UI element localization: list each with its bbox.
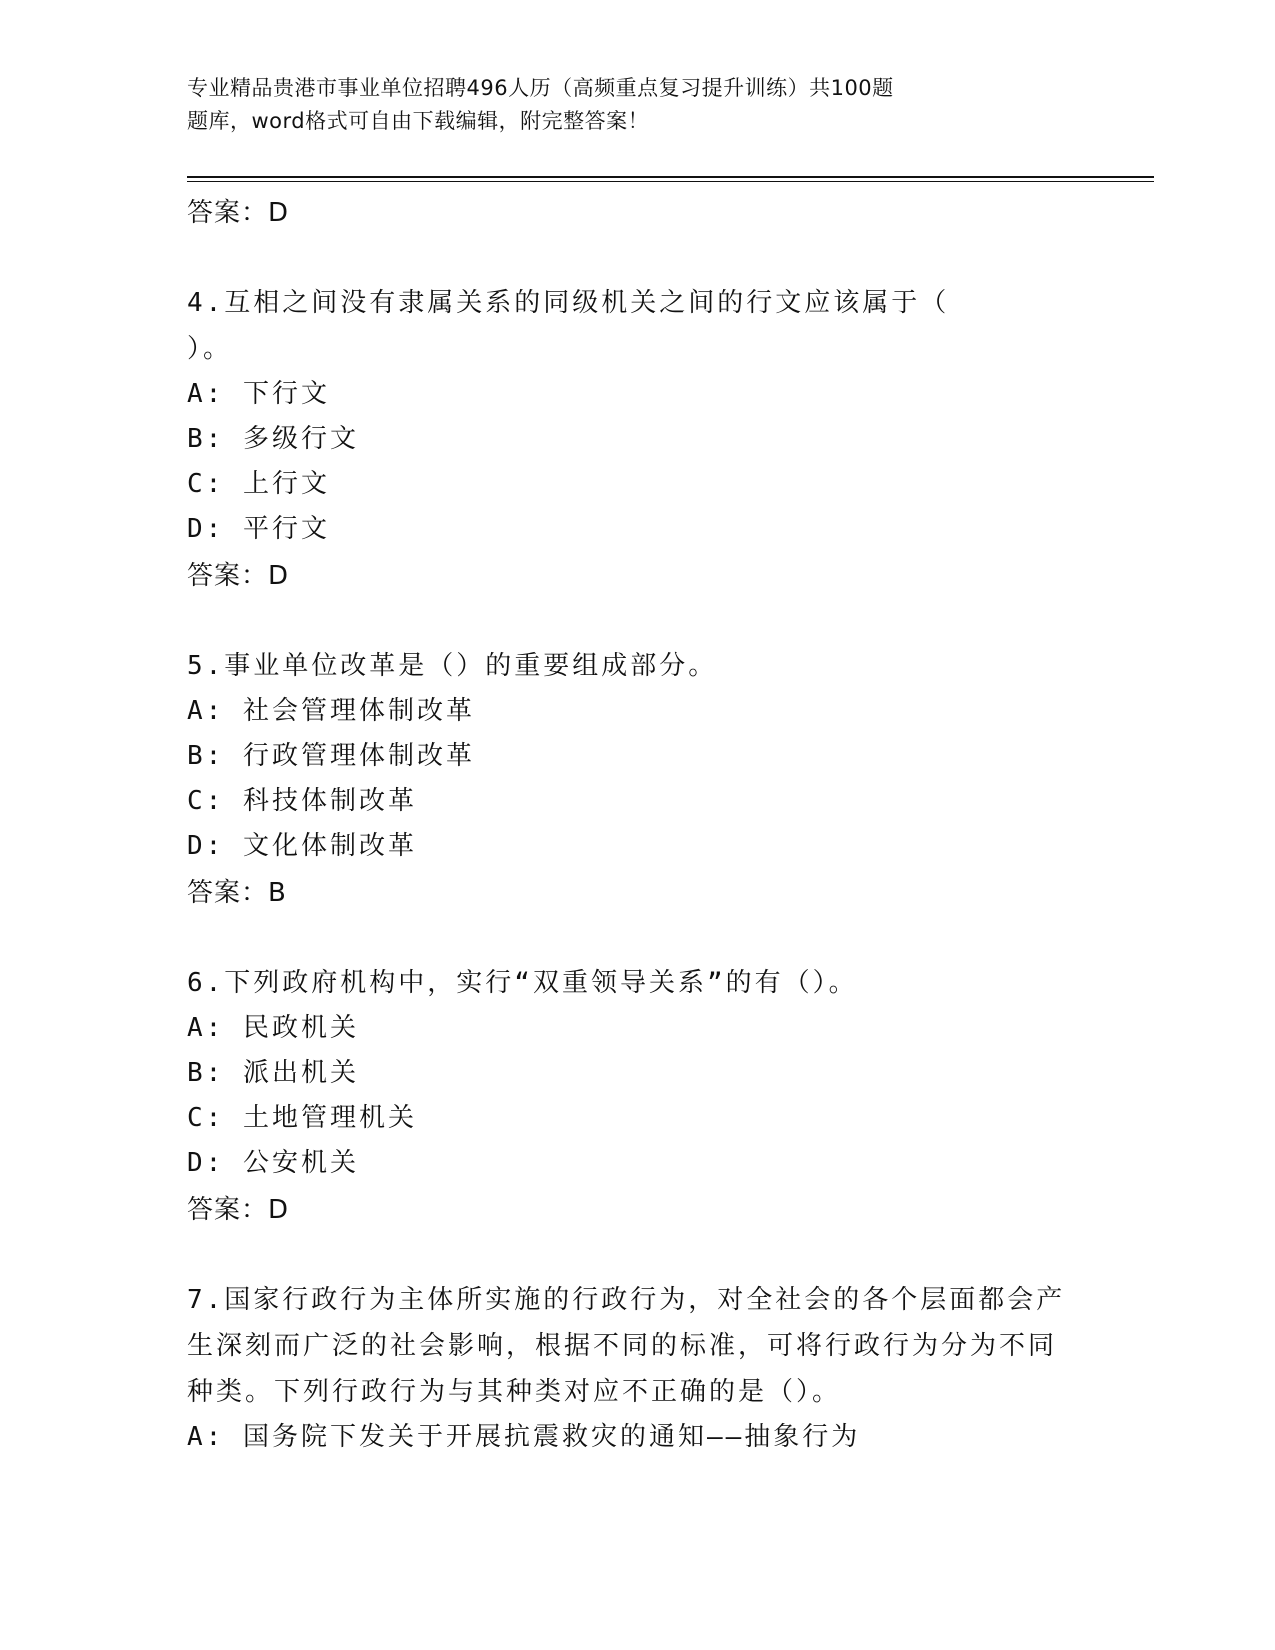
option-a: A: 社会管理体制改革 bbox=[187, 696, 475, 726]
question-5 bbox=[187, 643, 1067, 916]
option-c: C: 科技体制改革 bbox=[187, 786, 417, 816]
answer: 答案：B bbox=[187, 878, 287, 908]
question-7 bbox=[187, 1277, 1067, 1460]
stem-line: 7.国家行政行为主体所实施的行政行为，对全社会的各个层面都会产 bbox=[187, 1285, 1066, 1315]
stem-line: ）。 bbox=[187, 334, 233, 364]
stem-line: 6.下列政府机构中，实行“双重领导关系”的有（）。 bbox=[187, 968, 858, 998]
stem-line: 生深刻而广泛的社会影响，根据不同的标准，可将行政行为分为不同 bbox=[187, 1331, 1058, 1361]
question-stem bbox=[187, 1277, 1067, 1415]
option-b: B: 多级行文 bbox=[187, 424, 359, 454]
question-4 bbox=[187, 280, 1067, 599]
stem-line: 4.互相之间没有隶属关系的同级机关之间的行文应该属于（ bbox=[187, 288, 950, 318]
header-divider-thick bbox=[187, 176, 1154, 178]
previous-answer: 答案：D bbox=[187, 198, 290, 228]
answer: 答案：D bbox=[187, 1195, 290, 1225]
header-line-1: 专业精品贵港市事业单位招聘496人历（高频重点复习提升训练）共100题 bbox=[187, 76, 894, 100]
option-a: A: 下行文 bbox=[187, 379, 330, 409]
option-d: D: 平行文 bbox=[187, 514, 330, 544]
question-6 bbox=[187, 960, 1067, 1233]
stem-line: 5.事业单位改革是（）的重要组成部分。 bbox=[187, 651, 718, 681]
option-d: D: 公安机关 bbox=[187, 1148, 359, 1178]
header-divider-thin bbox=[187, 181, 1154, 182]
header-line-2: 题库，word格式可自由下载编辑，附完整答案！ bbox=[187, 109, 650, 133]
question-stem bbox=[187, 280, 1067, 372]
option-a: A: 民政机关 bbox=[187, 1013, 359, 1043]
stem-line: 种类。下列行政行为与其种类对应不正确的是（）。 bbox=[187, 1377, 842, 1407]
option-c: C: 土地管理机关 bbox=[187, 1103, 417, 1133]
option-b: B: 行政管理体制改革 bbox=[187, 741, 475, 771]
question-stem bbox=[187, 960, 1067, 1006]
document-header bbox=[187, 72, 1027, 138]
question-stem bbox=[187, 643, 1067, 689]
option-d: D: 文化体制改革 bbox=[187, 831, 417, 861]
option-a: A: 国务院下发关于开展抗震救灾的通知——抽象行为 bbox=[187, 1422, 861, 1452]
option-c: C: 上行文 bbox=[187, 469, 330, 499]
question-list bbox=[187, 190, 1067, 1460]
option-b: B: 派出机关 bbox=[187, 1058, 359, 1088]
answer: 答案：D bbox=[187, 561, 290, 591]
